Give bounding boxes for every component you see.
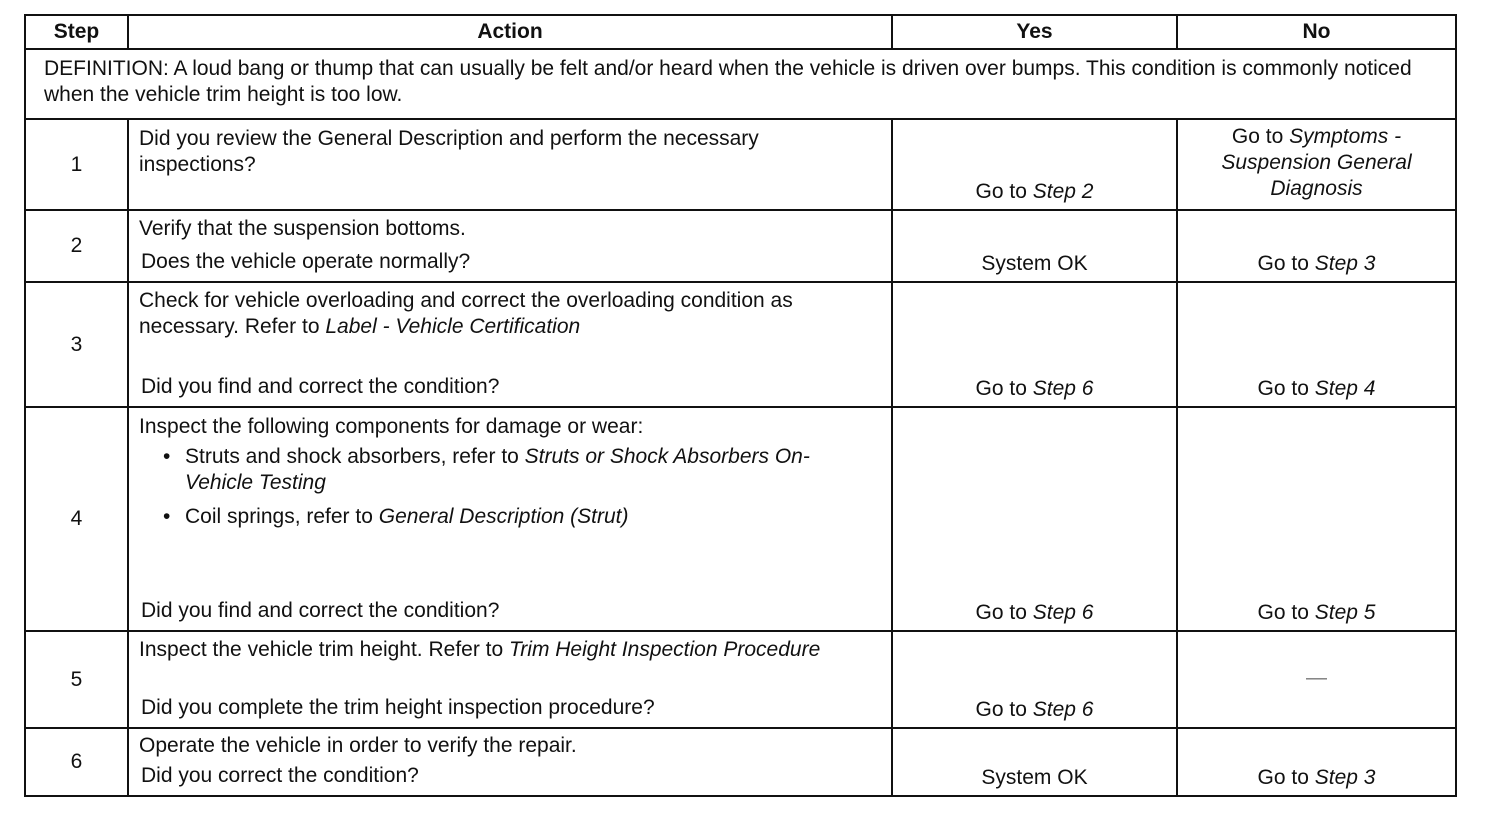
action-question: Does the vehicle operate normally?: [141, 250, 471, 273]
no-cell: Go to Symptoms - Suspension General Diagnosis: [1177, 119, 1456, 210]
table-row: [25, 282, 1456, 407]
header-action: Action: [128, 15, 892, 49]
no-cell: Go to Step 3: [1177, 728, 1456, 796]
table-row: [25, 210, 1456, 282]
step-number: 4: [25, 407, 128, 631]
no-cell: —: [1177, 631, 1456, 728]
list-item: • Coil springs, refer to General Description (Strut): [185, 504, 881, 530]
action-text: Operate the vehicle in order to verify the repair.: [139, 734, 577, 757]
action-text: Did you review the General Description and perform the necessary inspections?: [139, 127, 759, 176]
action-cell: [128, 119, 892, 210]
action-text: Inspect the following components for damage or wear:: [139, 415, 644, 438]
header-step: Step: [25, 15, 128, 49]
no-cell: Go to Step 4: [1177, 282, 1456, 407]
diagnostic-table: [24, 14, 1457, 797]
action-question: Did you correct the condition?: [141, 764, 419, 787]
header-row: [25, 15, 1456, 49]
action-cell: [128, 631, 892, 728]
step-number: 2: [25, 210, 128, 282]
action-text: Verify that the suspension bottoms.: [139, 217, 466, 240]
yes-cell: Go to Step 6: [892, 282, 1177, 407]
action-cell: [128, 210, 892, 282]
header-no: No: [1177, 15, 1456, 49]
step-number: 3: [25, 282, 128, 407]
no-cell: Go to Step 3: [1177, 210, 1456, 282]
table-row: [25, 631, 1456, 728]
definition-text: DEFINITION: A loud bang or thump that can usually be felt and/or heard when the vehicle is driven over bumps. This condition is commonly noticed when the vehicle trim height is too low.: [25, 49, 1456, 119]
yes-cell: Go to Step 6: [892, 407, 1177, 631]
header-yes: Yes: [892, 15, 1177, 49]
action-question: Did you find and correct the condition?: [141, 375, 500, 398]
step-number: 6: [25, 728, 128, 796]
table-row: [25, 407, 1456, 631]
action-text: Check for vehicle overloading and correct the overloading condition as necessary. Refer to Label - Vehicle Certification: [139, 289, 793, 338]
no-cell: Go to Step 5: [1177, 407, 1456, 631]
table-row: [25, 728, 1456, 796]
action-question: Did you complete the trim height inspection procedure?: [141, 696, 655, 719]
component-list: [139, 444, 881, 530]
yes-cell: Go to Step 2: [892, 119, 1177, 210]
action-cell: [128, 282, 892, 407]
definition-row: [25, 49, 1456, 119]
action-text: Inspect the vehicle trim height. Refer to Trim Height Inspection Procedure: [139, 638, 821, 661]
step-number: 1: [25, 119, 128, 210]
step-number: 5: [25, 631, 128, 728]
list-item: • Struts and shock absorbers, refer to Struts or Shock Absorbers On-Vehicle Testing: [185, 444, 881, 496]
yes-cell: Go to Step 6: [892, 631, 1177, 728]
action-question: Did you find and correct the condition?: [141, 599, 500, 622]
action-cell: [128, 728, 892, 796]
yes-cell: System OK: [892, 728, 1177, 796]
action-cell: [128, 407, 892, 631]
yes-cell: System OK: [892, 210, 1177, 282]
table-row: [25, 119, 1456, 210]
